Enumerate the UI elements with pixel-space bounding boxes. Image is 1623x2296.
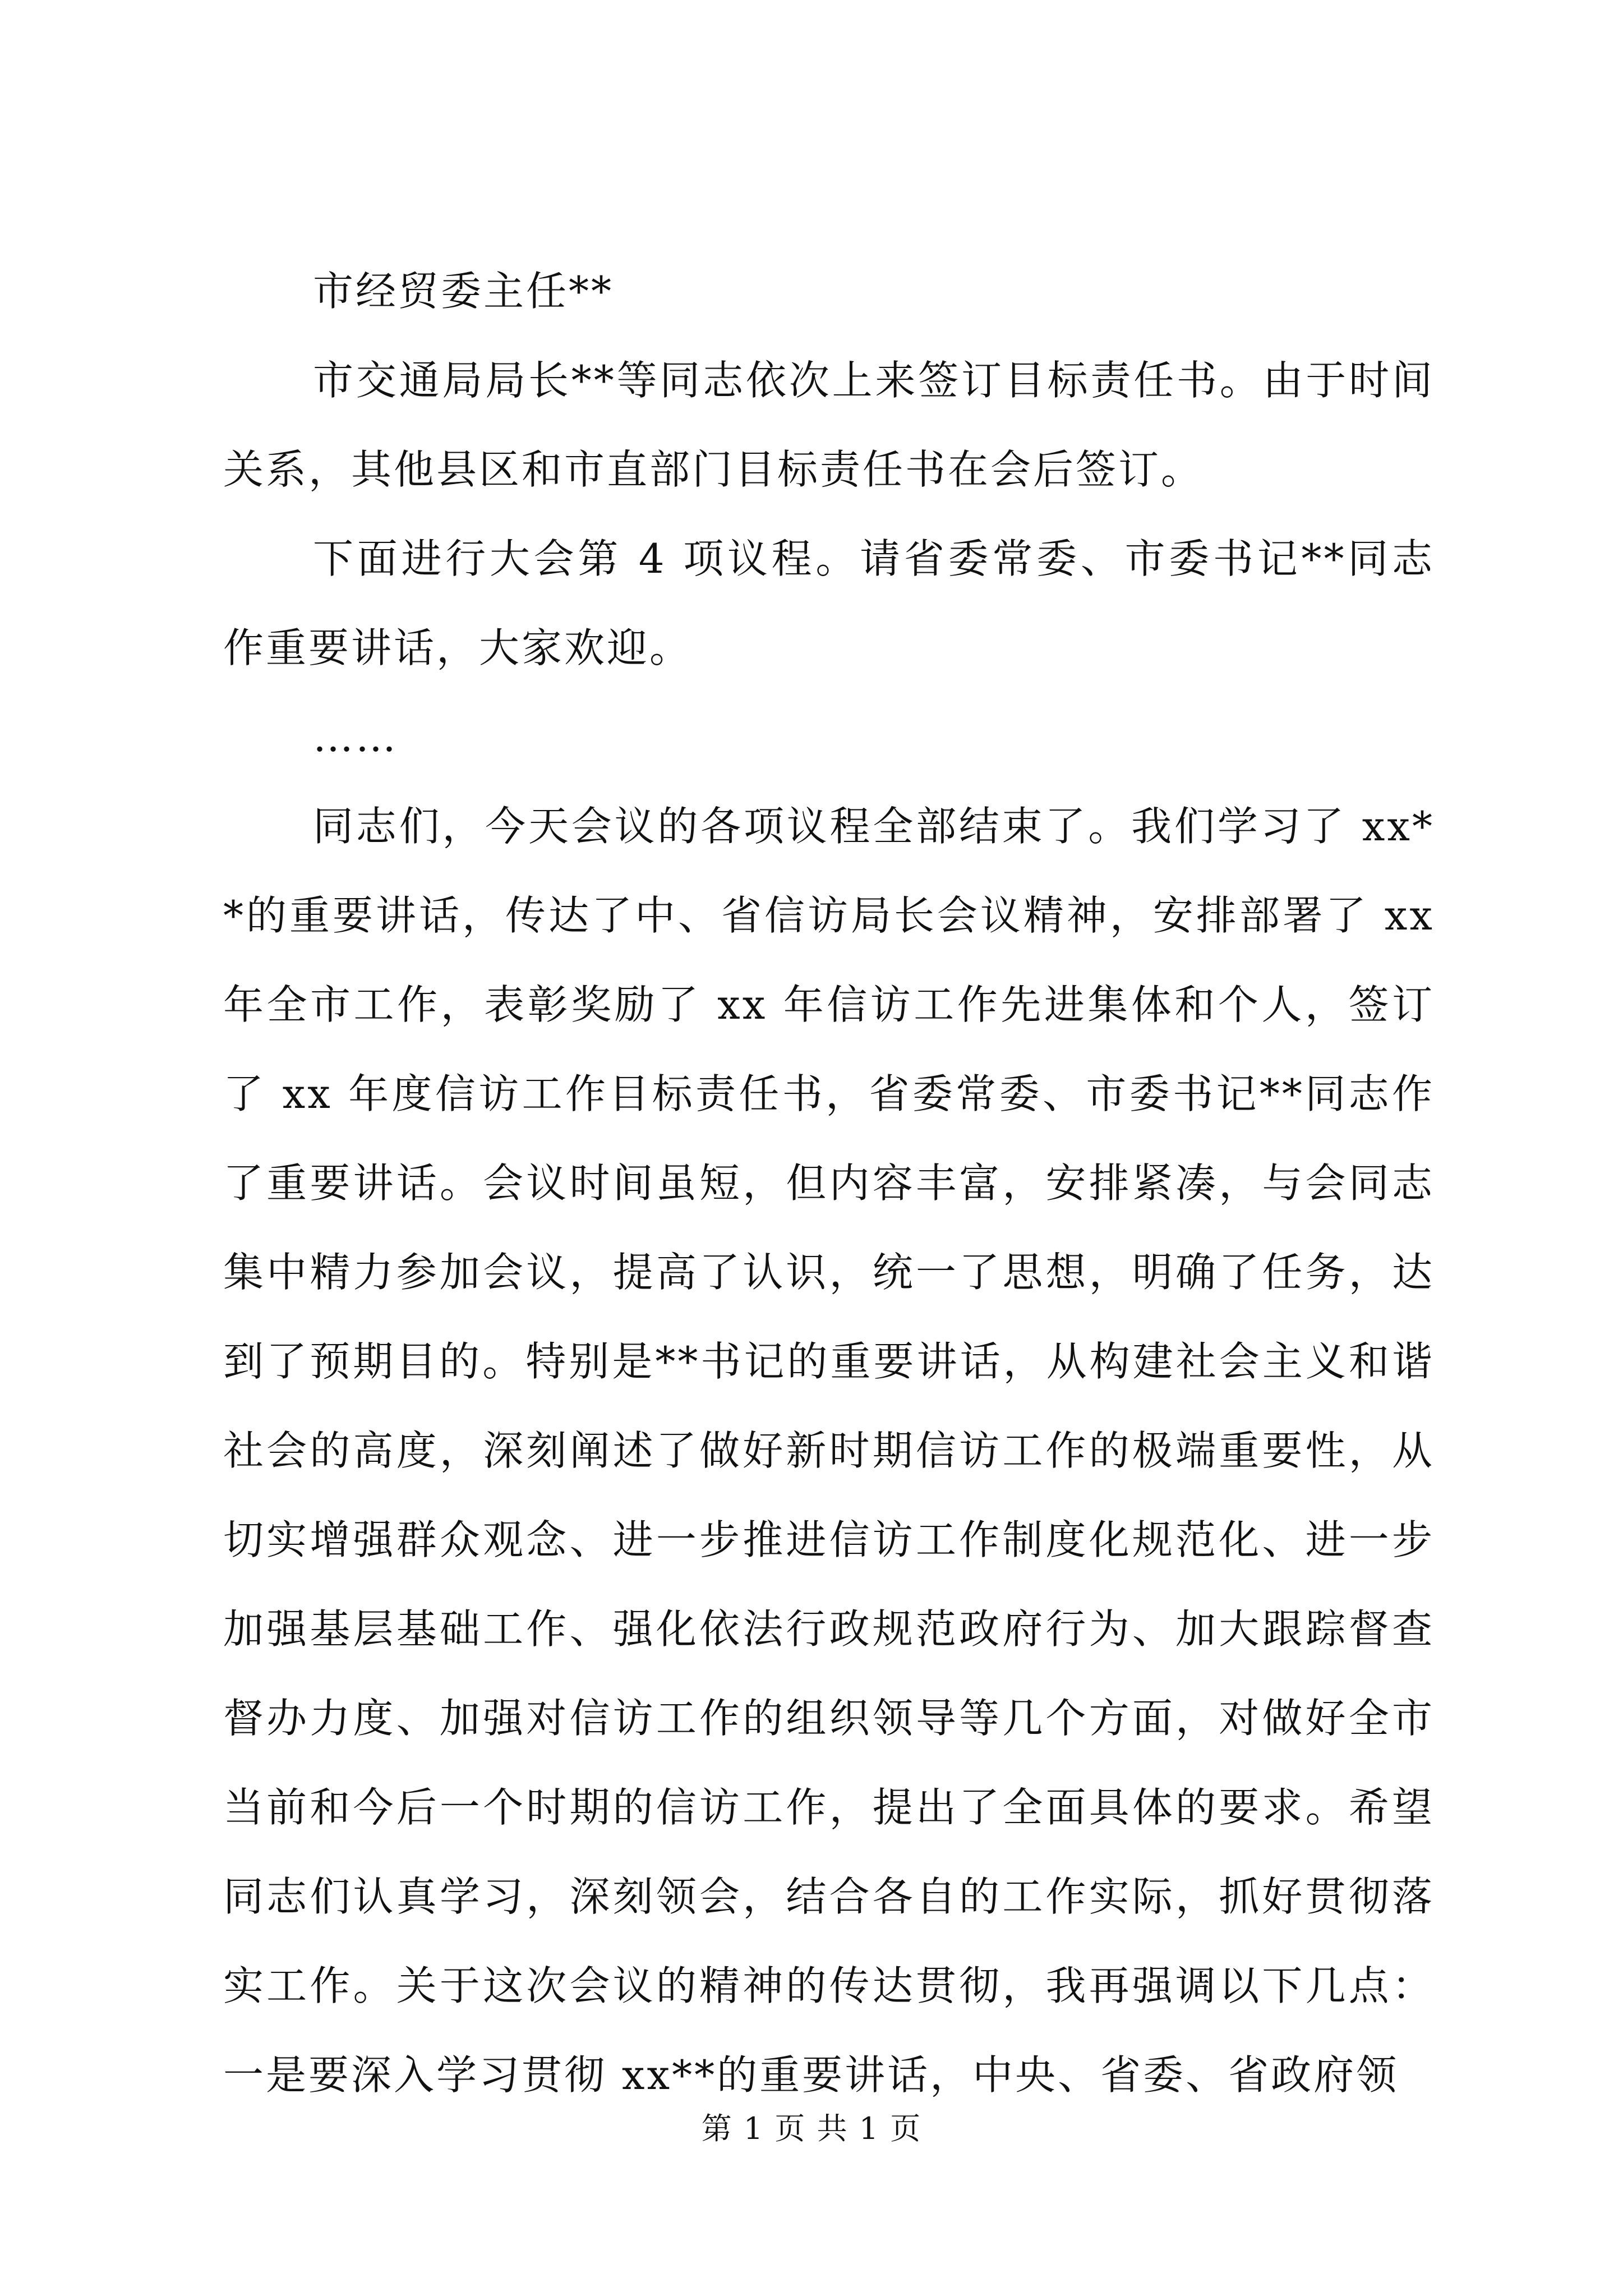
page-footer: 第 1 页 共 1 页 [701, 2111, 922, 2146]
paragraph-ellipsis: …… [313, 714, 398, 761]
paragraph-signing: 市交通局局长**等同志依次上来签订目标责任书。由于时间关系，其他县区和市直部门目标责任书在会后签订。 [223, 357, 1435, 493]
paragraph-title-line: 市经贸委主任** [313, 268, 614, 315]
paragraph-closing-speech: 同志们，今天会议的各项议程全部结束了。我们学习了 xx**的重要讲话，传达了中、省信访局长会议精神，安排部署了 xx 年全市工作，表彰奖励了 xx 年信访工作先进集体和个人，签订了 xx 年度信访工作目标责任书，省委常委、市委书记**同志作了重要讲话。会议时间虽短，但内容丰富，安排紧凑，与会同志集中精力参加会议，提高了认识，统一了思想，明确了任务，达到了预期目的。特别是**书记的重要讲话，从构建社会主义和谐社会的高度，深刻阐述了做好新时期信访工作的极端重要性，从切实增强群众观念、进一步推进信访工作制度化规范化、进一步加强基层基础工作、强化依法行政规范政府行为、加大跟踪督查督办力度、加强对信访工作的组织领导等几个方面，对做好全市当前和今后一个时期的信访工作，提出了全面具体的要求。希望同志们认真学习，深刻领会，结合各自的工作实际，抓好贯彻落实工作。关于这次会议的精神的传达贯彻，我再强调以下几点：一是要深入学习贯彻 xx**的重要讲话，中央、省委、省政府领 [223, 803, 1435, 2099]
paragraph-agenda: 下面进行大会第 4 项议程。请省委常委、市委书记**同志作重要讲话，大家欢迎。 [223, 535, 1435, 671]
document-body [223, 247, 1435, 2120]
